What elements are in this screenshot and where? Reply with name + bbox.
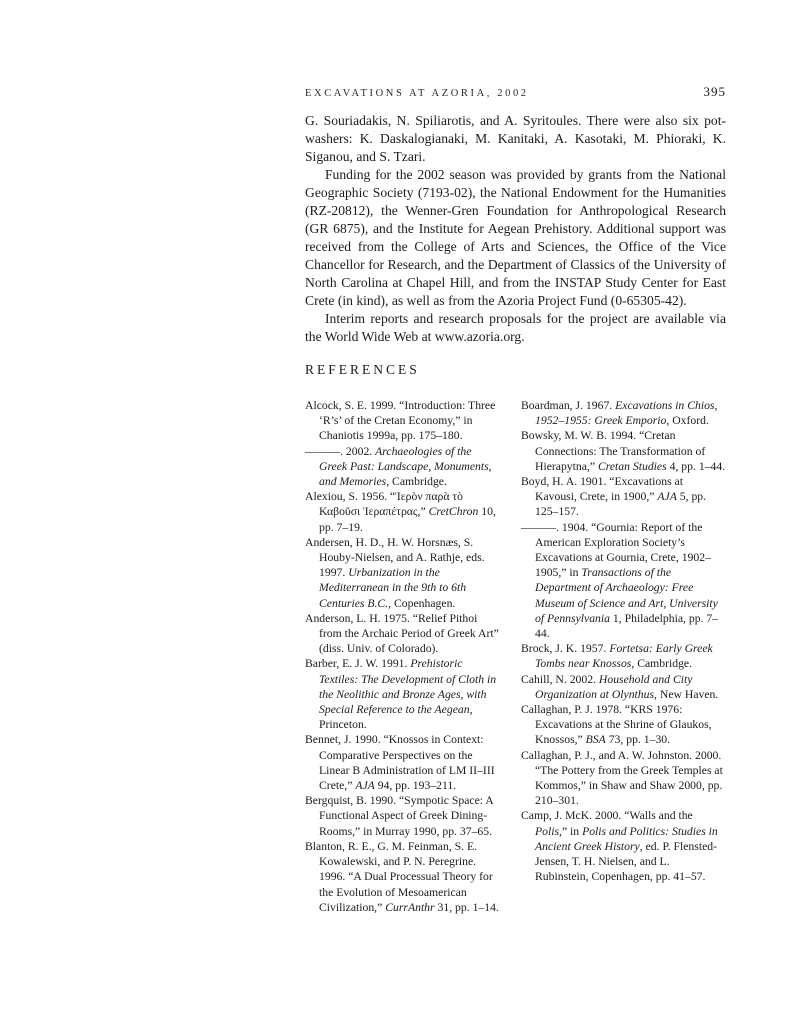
reference-entry [521, 808, 726, 884]
reference-title-italic: Polis and Politics: Studies in Ancient Greek History [535, 824, 718, 853]
reference-title-italic: CurrAnthr [385, 900, 435, 914]
page-number: 395 [703, 84, 726, 99]
reference-entry [305, 732, 499, 793]
reference-text: , Oxford. [666, 414, 709, 428]
ref-column-left [305, 398, 499, 915]
references-heading: REFERENCES [305, 362, 420, 377]
reference-text: 4, pp. 1–44. [666, 459, 726, 473]
reference-entry [521, 702, 726, 748]
reference-entry [521, 748, 726, 809]
reference-text: Boyd, H. A. 1901. “Excavations at Kavousi, Crete, in 1900,” [521, 475, 683, 504]
reference-entry [305, 656, 499, 732]
reference-text: ,” in [559, 824, 583, 838]
reference-entry [305, 535, 499, 611]
body-paragraphs [305, 112, 726, 346]
reference-text: Alexiou, S. 1956. “Ἱερὸν παρὰ τὸ Καβοῦσι Ἱεραπέτρας,” [305, 490, 463, 519]
reference-text: Cahill, N. 2002. [521, 672, 599, 686]
reference-text: 10, pp. 7–19. [319, 505, 496, 534]
reference-entry [305, 793, 499, 839]
paragraph: Funding for the 2002 season was provided by grants from the National Geographic Society (7193-02), the National Endowment for the Humanities (RZ-20812), the Wenner-Gren Foundation for Anthropological Research (GR 6875), and the Institute for Aegean Prehistory. Additional support was received from the College of Arts and Sciences, the Office of the Vice Chancellor for Research, and the Department of Classics of the University of North Carolina at Chapel Hill, and from the INSTAP Study Center for East Crete (in kind), as well as from the Azoria Project Fund (0-65305-42). [305, 167, 726, 308]
reference-title-italic: Household and City Organization at Olynthus [535, 672, 693, 701]
paragraph: Interim reports and research proposals for the project are available via the World Wide Web at www.azoria.org. [305, 311, 726, 344]
reference-text: , Cambridge. [386, 475, 447, 489]
ref-column-right [521, 398, 726, 885]
reference-text: Alcock, S. E. 1999. “Introduction: Three ‘R’s’ of the Cretan Economy,” in Chaniotis 1999a, pp. 175–180. [305, 399, 496, 443]
paragraph: G. Souriadakis, N. Spiliarotis, and A. Syritoules. There were also six pot-washers: K. Daskalogianaki, M. Kanitaki, A. Kasotaki, M. Phioraki, K. Siganou, and S. Tzari. [305, 113, 726, 164]
reference-text: , New Haven. [654, 687, 719, 701]
reference-entry [305, 489, 499, 535]
references-columns [305, 398, 726, 915]
reference-text: ———. 1904. “Gournia: Report of the American Exploration Society’s Excavations at Gournia, Crete, 1902–1905,” in [521, 520, 711, 580]
reference-entry [521, 428, 726, 474]
reference-text: Barber, E. J. W. 1991. [305, 657, 411, 671]
reference-text: , Princeton. [319, 703, 473, 732]
reference-text: , Copenhagen. [388, 596, 456, 610]
reference-entry [521, 520, 726, 642]
reference-text: Camp, J. McK. 2000. “Walls and the [521, 809, 693, 823]
reference-title-italic: AJA [355, 779, 375, 793]
reference-text: Anderson, L. H. 1975. “Relief Pithoi from the Archaic Period of Greek Art” (diss. Univ. of Colorado). [305, 611, 499, 656]
reference-text: Andersen, H. D., H. W. Horsnæs, S. Houby-Nielsen, and A. Rathje, eds. 1997. [305, 535, 485, 580]
reference-text: Bowsky, M. W. B. 1994. “Cretan Connections: The Transformation of Hierapytna,” [521, 429, 706, 473]
reference-text: 5, pp. 125–157. [535, 490, 707, 519]
reference-entry [521, 474, 726, 520]
reference-text: 31, pp. 1–14. [434, 900, 499, 914]
running-head [305, 84, 726, 100]
reference-text: Boardman, J. 1967. [521, 399, 616, 412]
reference-entry [305, 444, 499, 490]
reference-text: , ed. P. Flensted-Jensen, T. H. Nielsen, and L. Rubinstein, Copenhagen, pp. 41–57. [535, 839, 717, 884]
reference-text: Blanton, R. E., G. M. Feinman, S. E. Kowalewski, and P. N. Peregrine. 1996. “A Dual Processual Theory for the Evolution of Mesoamerican Civilization,” [305, 839, 493, 914]
reference-title-italic: Excavations in Chios, 1952–1955: Greek Emporio [535, 399, 718, 428]
reference-entry [305, 398, 499, 444]
reference-entry [521, 398, 726, 428]
reference-text: , Cambridge. [631, 657, 693, 671]
running-header-title: EXCAVATIONS AT AZORIA, 2002 [305, 88, 529, 99]
reference-text: 1, Philadelphia, pp. 7–44. [535, 611, 719, 641]
reference-title-italic: Cretan Studies [597, 459, 667, 473]
reference-text: Callaghan, P. J. 1978. “KRS 1976: Excavations at the Shrine of Glaukos, Knossos,” [521, 703, 712, 747]
reference-text: Callaghan, P. J., and A. W. Johnston. 2000. “The Pottery from the Greek Temples at Kommos,” in Shaw and Shaw 2000, pp. 210–301. [521, 748, 723, 808]
reference-text: ———. 2002. [305, 444, 376, 458]
reference-title-italic: Transactions of the Department of Archaeology: Free Museum of Science and Art, University of Pennsylvania [535, 566, 718, 625]
reference-title-italic: Archaeologies of the Greek Past: Landscape, Monuments, and Memories [319, 444, 492, 489]
reference-text: Bergquist, B. 1990. “Sympotic Space: A Functional Aspect of Greek Dining-Rooms,” in Murray 1990, pp. 37–65. [305, 794, 494, 838]
reference-entry [521, 641, 726, 671]
reference-title-italic: Prehistoric Textiles: The Development of Cloth in the Neolithic and Bronze Ages, with Special Reference to the Aegean [319, 657, 497, 717]
page-content [305, 84, 726, 915]
reference-text: Brock, J. K. 1957. [521, 642, 610, 656]
reference-entry [521, 672, 726, 702]
reference-title-italic: AJA [657, 490, 677, 504]
reference-title-italic: BSA [585, 733, 606, 747]
reference-entry [305, 839, 499, 915]
reference-title-italic: Polis [535, 824, 560, 838]
reference-text: 94, pp. 193–211. [374, 779, 457, 793]
reference-title-italic: Urbanization in the Mediterranean in the 9th to 6th Centuries B.C. [319, 566, 467, 610]
reference-text: Bennet, J. 1990. “Knossos in Context: Comparative Perspectives on the Linear B Administration of LM II–III Crete,” [305, 733, 495, 793]
reference-entry [305, 611, 499, 657]
reference-title-italic: CretChron [428, 505, 479, 519]
reference-title-italic: Fortetsa: Early Greek Tombs near Knossos [535, 642, 713, 671]
reference-text: 73, pp. 1–30. [605, 733, 671, 747]
